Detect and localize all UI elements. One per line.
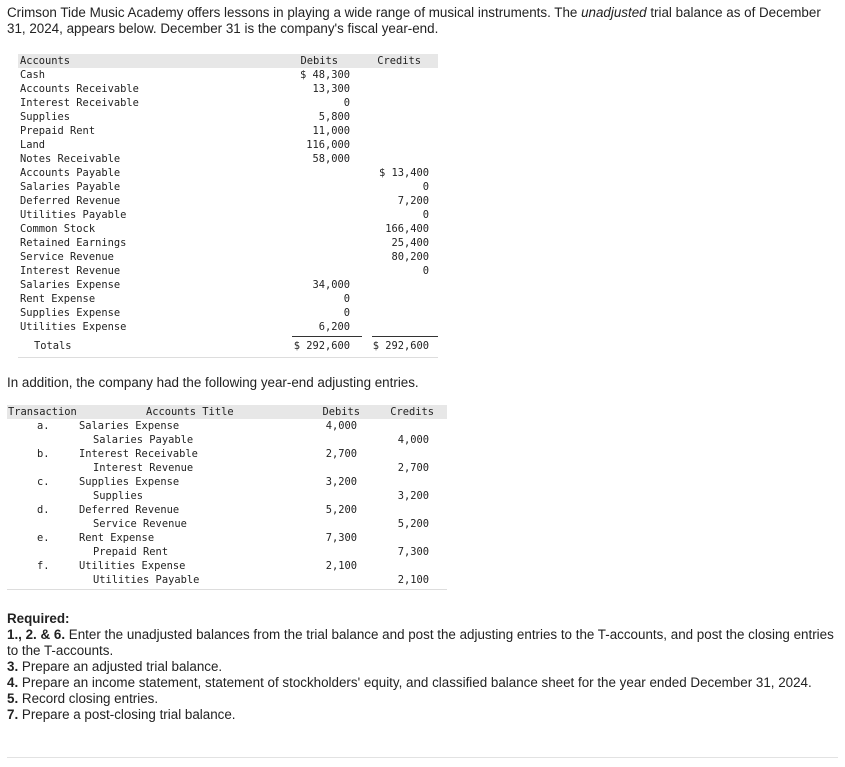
debit-amount: 0 <box>343 97 350 109</box>
entry-debit-line <box>7 419 447 433</box>
table-bottom-rule <box>18 357 438 358</box>
entry-credit-line <box>7 461 447 475</box>
entry-debit-line <box>7 559 447 573</box>
entry-letter: f. <box>37 560 50 572</box>
trial-balance-row <box>18 110 438 124</box>
entry-debit: 4,000 <box>325 420 357 432</box>
required-item-number: 4. <box>7 675 19 690</box>
header-accounts: Accounts <box>20 55 71 67</box>
trial-balance-row <box>18 292 438 306</box>
debit-account: Utilities Expense <box>79 560 186 572</box>
debit-amount: 58,000 <box>312 153 350 165</box>
required-item <box>7 675 837 691</box>
entry-debit-line <box>7 447 447 461</box>
credit-account: Prepaid Rent <box>93 546 169 558</box>
required-item-number: 1., 2. & 6. <box>7 627 66 642</box>
credit-amount: 25,400 <box>391 237 429 249</box>
trial-balance-row <box>18 124 438 138</box>
required-item <box>7 627 837 659</box>
entry-credit-line <box>7 489 447 503</box>
account-name: Prepaid Rent <box>20 125 96 137</box>
header-accounts-title: Accounts Title <box>146 406 234 418</box>
trial-balance-totals <box>18 334 438 358</box>
debit-amount: 0 <box>343 307 350 319</box>
debit-account: Supplies Expense <box>79 476 180 488</box>
trial-balance-row <box>18 208 438 222</box>
credit-amount: 166,400 <box>385 223 429 235</box>
account-name: Utilities Expense <box>20 321 127 333</box>
trial-balance-header <box>18 54 438 68</box>
debit-account: Rent Expense <box>79 532 155 544</box>
entry-debit: 7,300 <box>325 532 357 544</box>
footer-divider <box>7 757 838 758</box>
debit-amount: 34,000 <box>312 279 350 291</box>
account-name: Service Revenue <box>20 251 114 263</box>
trial-balance-row <box>18 96 438 110</box>
unadjusted-trial-balance <box>18 54 438 358</box>
credit-account: Salaries Payable <box>93 434 194 446</box>
required-item <box>7 691 837 707</box>
header-credits: Credits <box>377 55 421 67</box>
debit-amount: 11,000 <box>312 125 350 137</box>
account-name: Rent Expense <box>20 293 96 305</box>
account-name: Deferred Revenue <box>20 195 121 207</box>
table-bottom-rule <box>7 589 447 590</box>
totals-rule-debit <box>292 336 362 337</box>
trial-balance-row <box>18 222 438 236</box>
trial-balance-row <box>18 250 438 264</box>
trial-balance-row <box>18 320 438 334</box>
entry-debit: 5,200 <box>325 504 357 516</box>
account-name: Supplies Expense <box>20 307 121 319</box>
required-item-number: 5. <box>7 691 19 706</box>
account-name: Utilities Payable <box>20 209 127 221</box>
credit-amount: 0 <box>422 265 429 277</box>
required-item-text: Prepare an income statement, statement of stockholders' equity, and classified balance sheet for the year ended December 31, 2024. <box>18 675 812 690</box>
credit-amount: $ 13,400 <box>378 167 429 179</box>
account-name: Cash <box>20 69 46 81</box>
debit-account: Deferred Revenue <box>79 504 180 516</box>
credit-account: Interest Revenue <box>93 462 194 474</box>
intro-text-2: trial balance as of December 31, 2024, appears below. December 31 is the company's fiscal year-end. <box>7 5 821 36</box>
header-credits: Credits <box>390 406 434 418</box>
totals-rule-credit <box>372 336 438 337</box>
account-name: Common Stock <box>20 223 96 235</box>
trial-balance-row <box>18 264 438 278</box>
account-name: Salaries Expense <box>20 279 121 291</box>
entry-debit: 3,200 <box>325 476 357 488</box>
account-name: Retained Earnings <box>20 237 127 249</box>
entry-credit: 7,300 <box>397 546 429 558</box>
trial-balance-row <box>18 194 438 208</box>
totals-label: Totals <box>34 340 72 352</box>
entry-debit-line <box>7 531 447 545</box>
problem-intro <box>7 5 837 37</box>
entry-credit-line <box>7 545 447 559</box>
entry-letter: b. <box>37 448 50 460</box>
credit-amount: 7,200 <box>397 195 429 207</box>
header-transaction: Transaction <box>8 406 77 418</box>
adjusting-entries-table <box>7 405 447 587</box>
required-item-text: Enter the unadjusted balances from the trial balance and post the adjusting entries to the T-accounts, and post the closing entries to the T-accounts. <box>7 627 834 658</box>
totals-credit: $ 292,600 <box>372 340 429 352</box>
entry-credit: 5,200 <box>397 518 429 530</box>
adjusting-entries-intro: In addition, the company had the following year-end adjusting entries. <box>7 375 419 390</box>
entry-credit: 3,200 <box>397 490 429 502</box>
entry-debit-line <box>7 475 447 489</box>
trial-balance-row <box>18 166 438 180</box>
required-item-text: Prepare a post-closing trial balance. <box>18 707 236 722</box>
trial-balance-row <box>18 306 438 320</box>
account-name: Salaries Payable <box>20 181 121 193</box>
entry-credit: 4,000 <box>397 434 429 446</box>
debit-amount: 6,200 <box>318 321 350 333</box>
trial-balance-row <box>18 152 438 166</box>
entry-letter: e. <box>37 532 50 544</box>
entry-letter: d. <box>37 504 50 516</box>
account-name: Accounts Receivable <box>20 83 139 95</box>
debit-amount: $ 48,300 <box>299 69 350 81</box>
account-name: Interest Revenue <box>20 265 121 277</box>
debit-account: Salaries Expense <box>79 420 180 432</box>
required-item <box>7 707 837 723</box>
entry-credit: 2,100 <box>397 574 429 586</box>
entry-credit-line <box>7 433 447 447</box>
header-debits: Debits <box>322 406 360 418</box>
required-title: Required: <box>7 611 70 626</box>
credit-amount: 0 <box>422 181 429 193</box>
totals-debit: $ 292,600 <box>293 340 350 352</box>
adjusting-entries-header <box>7 405 447 419</box>
entry-credit: 2,700 <box>397 462 429 474</box>
credit-amount: 0 <box>422 209 429 221</box>
trial-balance-row <box>18 82 438 96</box>
account-name: Accounts Payable <box>20 167 121 179</box>
required-item-text: Prepare an adjusted trial balance. <box>18 659 223 674</box>
intro-text-1: Crimson Tide Music Academy offers lessons in playing a wide range of musical instruments. The <box>7 5 582 20</box>
debit-account: Interest Receivable <box>79 448 198 460</box>
trial-balance-row <box>18 68 438 82</box>
required-item-number: 3. <box>7 659 19 674</box>
entry-debit: 2,100 <box>325 560 357 572</box>
intro-emphasis: unadjusted <box>581 5 647 20</box>
debit-amount: 0 <box>343 293 350 305</box>
trial-balance-row <box>18 180 438 194</box>
header-debits: Debits <box>300 55 338 67</box>
required-item <box>7 659 837 675</box>
debit-amount: 13,300 <box>312 83 350 95</box>
debit-amount: 116,000 <box>306 139 350 151</box>
credit-account: Service Revenue <box>93 518 187 530</box>
entry-credit-line <box>7 517 447 531</box>
account-name: Notes Receivable <box>20 153 121 165</box>
trial-balance-row <box>18 278 438 292</box>
account-name: Supplies <box>20 111 71 123</box>
account-name: Land <box>20 139 46 151</box>
trial-balance-row <box>18 236 438 250</box>
credit-account: Utilities Payable <box>93 574 200 586</box>
required-item-text: Record closing entries. <box>18 691 159 706</box>
debit-amount: 5,800 <box>318 111 350 123</box>
trial-balance-row <box>18 138 438 152</box>
account-name: Interest Receivable <box>20 97 139 109</box>
entry-debit-line <box>7 503 447 517</box>
entry-debit: 2,700 <box>325 448 357 460</box>
entry-letter: a. <box>37 420 50 432</box>
credit-account: Supplies <box>93 490 144 502</box>
entry-credit-line <box>7 573 447 587</box>
required-item-number: 7. <box>7 707 19 722</box>
entry-letter: c. <box>37 476 50 488</box>
required-section <box>7 611 837 723</box>
credit-amount: 80,200 <box>391 251 429 263</box>
